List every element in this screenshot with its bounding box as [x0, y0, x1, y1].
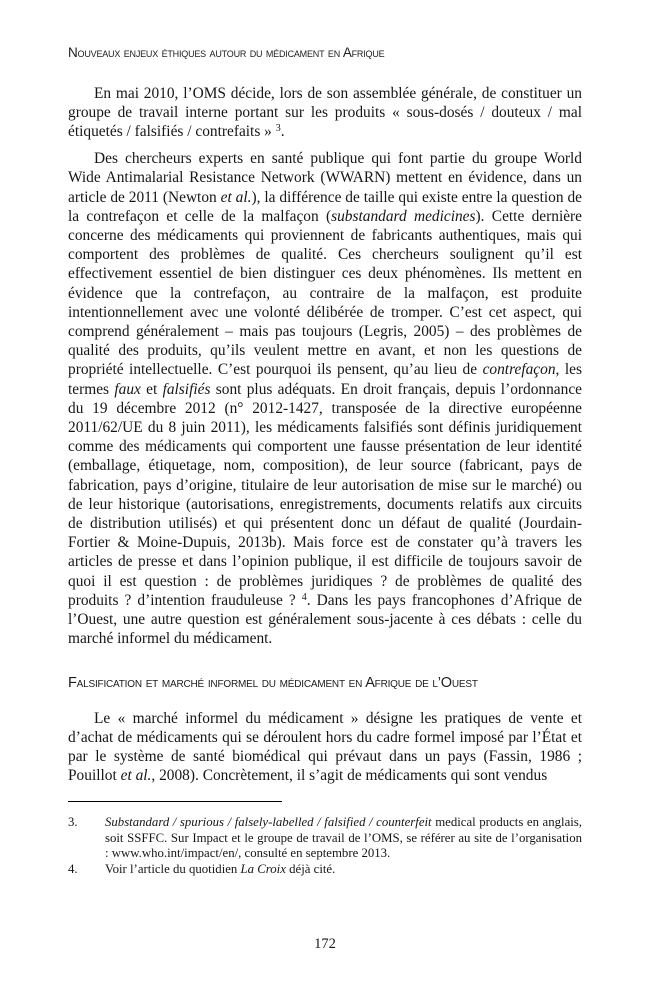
- page-number: 172: [314, 936, 336, 952]
- footnote-4-number: 4.: [68, 861, 78, 876]
- page-body: [68, 84, 582, 793]
- running-header: Nouveaux enjeux éthiques autour du médicament en Afrique: [68, 45, 385, 60]
- paragraph-marche-informel: Le « marché informel du médicament » désigne les pratiques de vente et d’achat de médicaments qui se déroulent hors du cadre formel imposé par l’État et par le système de santé biomédical qui prévaut dans un pays (Fassin, 1986 ; Pouillot et al., 2008). Concrètement, il s’agit de médicaments qui sont vendus: [68, 709, 582, 785]
- section-heading: Falsification et marché informel du médicament en Afrique de l’Ouest: [68, 675, 478, 692]
- footnote-3: [68, 815, 582, 862]
- footnote-3-text: Substandard / spurious / falsely-labelled / falsified / counterfeit medical products en anglais, soit SSFFC. Sur Impact et le groupe de travail de l’OMS, se référer au site de l’organisation : www.who.int/impact/en/, consulté en septembre 2013.: [105, 815, 582, 861]
- footnote-separator: [68, 801, 282, 802]
- paragraph-oms-2010: En mai 2010, l’OMS décide, lors de son assemblée générale, de constituer un groupe de travail interne portant sur les produits « sous-dosés / douteux / mal étiquetés / falsifiés / contrefaits » $^3$.: [68, 85, 582, 141]
- footnote-4-text: Voir l’article du quotidien La Croix déjà cité.: [105, 861, 336, 876]
- footnote-3-number: 3.: [68, 815, 78, 829]
- paragraph-wwarn-contrefacon: Des chercheurs experts en santé publique qui font partie du groupe World Wide Antimalarial Resistance Network (WWARN) mettent en évidence, dans un article de 2011 (Newton et al.), la différence de taille qui existe entre la question de la contrefaçon et celle de la malfaçon (substandard medicines). Cette dernière concerne des médicaments qui proviennent de fabricants authentiques, mais qui comportent des problèmes de qualité. Ces chercheurs soulignent qu’il est effectivement essentiel de bien distinguer ces deux phénomènes. Ils mettent en évidence que la contrefaçon, au contraire de la malfaçon, est produite intentionnellement avec une volonté délibérée de tromper. C’est cet aspect, qui comprend généralement – mais pas toujours (Legris, 2005) – des problèmes de qualité des produits, qu’ils veulent mettre en avant, et non les questions de propriété intellectuelle. C’est pourquoi ils pensent, qu’au lieu de contrefaçon, les termes faux et falsifiés sont plus adéquats. En droit français, depuis l’ordonnance du 19 décembre 2012 (n° 2012-1427, transposée de la directive européenne 2011/62/UE du 8 juin 2011), les médicaments falsifiés sont définis juridiquement comme des médicaments qui comportent une fausse présentation de leur identité (emballage, étiquetage, nom, composition), de leur source (fabricant, pays de fabrication, pays d’origine, titulaire de leur autorisation de mise sur le marché) ou de leur historique (autorisations, enregistrements, documents relatifs aux circuits de distribution utilisés) et qui présentent donc un défaut de qualité (Jourdain-Fortier & Moine-Dupuis, 2013b). Mais force est de constater qu’à travers les articles de presse et dans l’opinion publique, il est difficile de toujours savoir de quoi il est question : de problèmes juridiques ? de problèmes de qualité des produits ? d’intention frauduleuse ? $^4$. Dans les pays francophones d’Afrique de l’Ouest, une autre question est généralement sous-jacente à ces débats : celle du marché informel du médicament.: [68, 150, 583, 648]
- footnotes-list: [68, 815, 582, 877]
- footnote-area: [68, 801, 582, 877]
- footnote-4: [68, 862, 582, 878]
